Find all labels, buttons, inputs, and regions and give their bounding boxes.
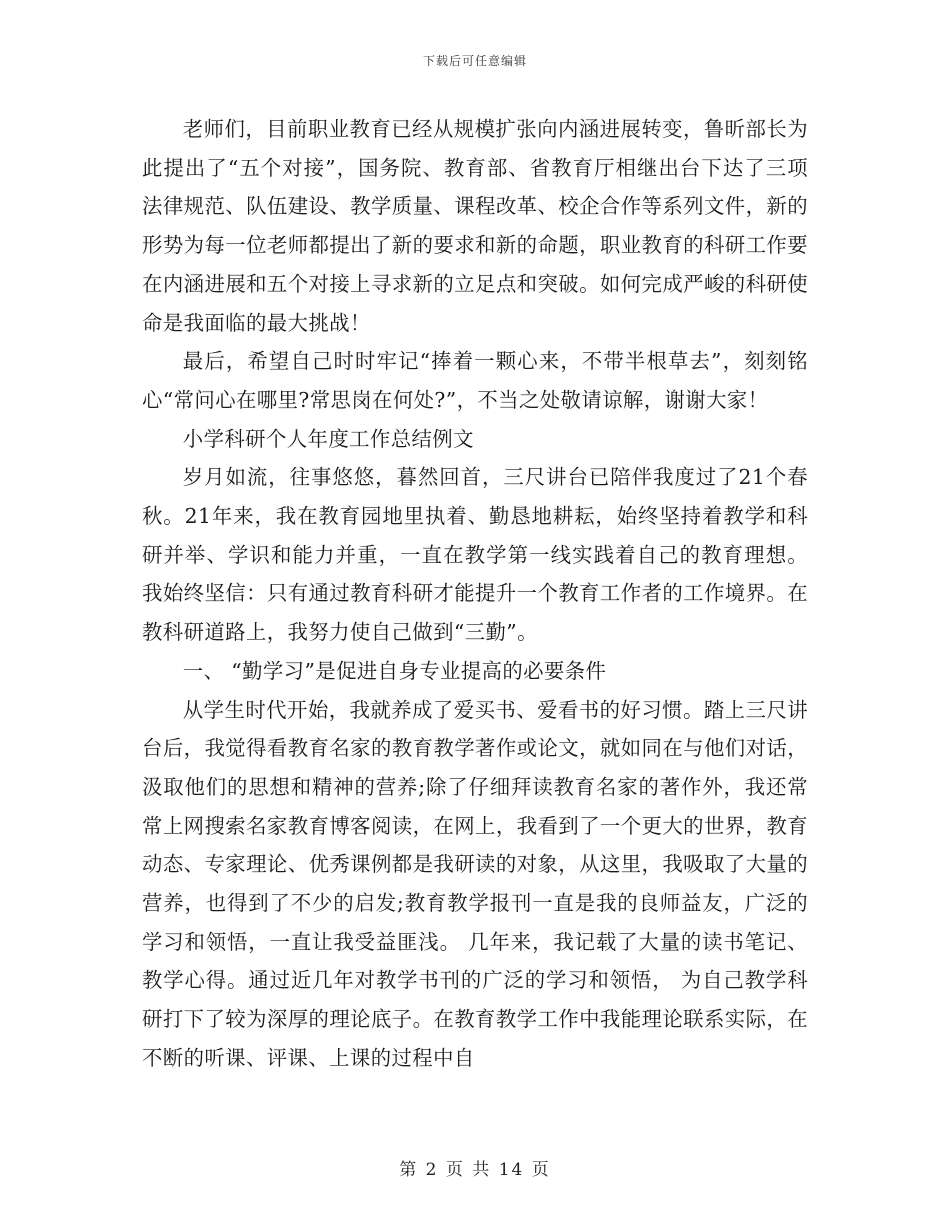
document-body	[142, 110, 808, 1078]
paragraph-study-habits: 从学生时代开始，我就养成了爱买书、爱看书的好习惯。踏上三尺讲台后，我觉得看教育名家的教育教学著作或论文，就如同在与他们对话，汲取他们的思想和精神的营养;除了仔细拜读教育名家的著作外，我还常常上网搜索名家教育博客阅读，在网上，我看到了一个更大的世界，教育动态、专家理论、优秀课例都是我研读的对象，从这里，我吸取了大量的营养，也得到了不少的启发;教育教学报刊一直是我的良师益友，广泛的学习和领悟，一直让我受益匪浅。 几年来，我记载了大量的读书笔记、教学心得。通过近几年对教学书刊的广泛的学习和领悟， 为自己教学科研打下了较为深厚的理论底子。在教育教学工作中我能理论联系实际，在不断的听课、评课、上课的过程中自	[142, 697, 808, 1070]
paragraph-closing-remarks: 最后，希望自己时时牢记“捧着一颗心来，不带半根草去”，刻刻铭心“常问心在哪里?常思岗在何处?”，不当之处敬请谅解，谢谢大家！	[142, 349, 808, 412]
paragraph-vocational-education: 老师们，目前职业教育已经从规模扩张向内涵进展转变，鲁昕部长为此提出了“五个对接”，国务院、教育部、省教育厅相继出台下达了三项法律规范、队伍建设、教学质量、课程改革、校企合作等系列文件，新的形势为每一位老师都提出了新的要求和新的命题，职业教育的科研工作要在内涵进展和五个对接上寻求新的立足点和突破。如何完成严峻的科研使命是我面临的最大挑战！	[142, 117, 808, 335]
page-number-footer: 第 2 页 共 14 页	[399, 1160, 551, 1180]
section-title: 小学科研个人年度工作总结例文	[182, 426, 474, 451]
paragraph-introduction: 岁月如流，往事悠悠，暮然回首，三尺讲台已陪伴我度过了21个春秋。21年来，我在教育园地里执着、勤恳地耕耘，始终坚持着教学和科研并举、学识和能力并重，一直在教学第一线实践着自己的教育理想。 我始终坚信：只有通过教育科研才能提升一个教育工作者的工作境界。在教科研道路上，我努力使自己做到“三勤”。	[142, 465, 808, 645]
subsection-heading-study: 一、 “勤学习”是促进自身专业提高的必要条件	[182, 658, 607, 683]
page-header-note: 下载后可任意编辑	[422, 54, 527, 68]
